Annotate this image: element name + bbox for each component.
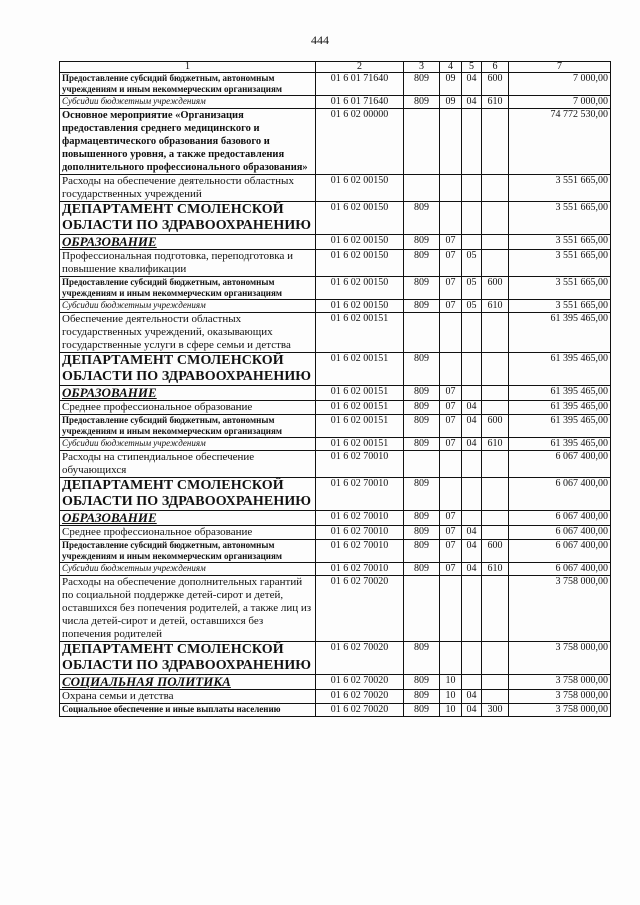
- expense-type-cell: [482, 576, 509, 642]
- target-code-cell: 01 6 02 70010: [316, 451, 404, 478]
- expense-type-cell: [482, 401, 509, 415]
- expense-type-cell: [482, 451, 509, 478]
- section-code-cell: [440, 478, 462, 511]
- table-row: [60, 690, 611, 704]
- row-name-cell: Расходы на обеспечение деятельности областных государственных учреждений: [60, 175, 316, 202]
- amount-cell: 61 395 465,00: [509, 313, 611, 353]
- department-code-cell: 809: [404, 96, 440, 109]
- section-code-cell: [440, 451, 462, 478]
- table-row: [60, 175, 611, 202]
- department-code-cell: 809: [404, 202, 440, 235]
- column-number: 1: [60, 62, 316, 73]
- subsection-code-cell: 04: [462, 415, 482, 438]
- subsection-code-cell: [462, 478, 482, 511]
- column-number: 6: [482, 62, 509, 73]
- expense-type-cell: [482, 313, 509, 353]
- table-row: [60, 415, 611, 438]
- section-code-cell: 09: [440, 96, 462, 109]
- section-code-cell: [440, 202, 462, 235]
- table-row: [60, 386, 611, 401]
- row-name-cell: ДЕПАРТАМЕНТ СМОЛЕНСКОЙ ОБЛАСТИ ПО ЗДРАВООХРАНЕНИЮ: [60, 478, 316, 511]
- target-code-cell: 01 6 02 70020: [316, 704, 404, 717]
- target-code-cell: 01 6 02 00150: [316, 300, 404, 313]
- expense-type-cell: 600: [482, 540, 509, 563]
- target-code-cell: 01 6 02 70010: [316, 511, 404, 526]
- expense-type-cell: [482, 109, 509, 175]
- expense-type-cell: 600: [482, 277, 509, 300]
- section-code-cell: 09: [440, 73, 462, 96]
- column-number: 5: [462, 62, 482, 73]
- section-code-cell: 07: [440, 401, 462, 415]
- row-name-cell: Обеспечение деятельности областных государственных учреждений, оказывающих государственные услуги в сфере семьи и детства: [60, 313, 316, 353]
- table-row: [60, 277, 611, 300]
- subsection-code-cell: [462, 675, 482, 690]
- target-code-cell: 01 6 02 00150: [316, 202, 404, 235]
- subsection-code-cell: [462, 642, 482, 675]
- table-row: [60, 511, 611, 526]
- amount-cell: 3 551 665,00: [509, 235, 611, 250]
- row-name-cell: Предоставление субсидий бюджетным, автономным учреждениям и иным некоммерческим организациям: [60, 277, 316, 300]
- row-name-cell: СОЦИАЛЬНАЯ ПОЛИТИКА: [60, 675, 316, 690]
- table-row: [60, 438, 611, 451]
- row-name-cell: Среднее профессиональное образование: [60, 526, 316, 540]
- row-name-cell: ОБРАЗОВАНИЕ: [60, 511, 316, 526]
- expense-type-cell: [482, 526, 509, 540]
- table-row: [60, 563, 611, 576]
- row-name-cell: Расходы на стипендиальное обеспечение обучающихся: [60, 451, 316, 478]
- department-code-cell: [404, 451, 440, 478]
- amount-cell: 6 067 400,00: [509, 540, 611, 563]
- target-code-cell: 01 6 02 70020: [316, 690, 404, 704]
- section-code-cell: 07: [440, 563, 462, 576]
- table-row: [60, 478, 611, 511]
- table-body: [60, 73, 611, 717]
- expense-type-cell: 300: [482, 704, 509, 717]
- amount-cell: 7 000,00: [509, 96, 611, 109]
- section-code-cell: 07: [440, 250, 462, 277]
- table-row: [60, 451, 611, 478]
- subsection-code-cell: 04: [462, 438, 482, 451]
- section-code-cell: 07: [440, 386, 462, 401]
- target-code-cell: 01 6 02 70010: [316, 540, 404, 563]
- target-code-cell: 01 6 02 70010: [316, 478, 404, 511]
- amount-cell: 3 758 000,00: [509, 675, 611, 690]
- row-name-cell: Предоставление субсидий бюджетным, автономным учреждениям и иным некоммерческим организациям: [60, 540, 316, 563]
- section-code-cell: 07: [440, 415, 462, 438]
- department-code-cell: 809: [404, 250, 440, 277]
- expense-type-cell: [482, 386, 509, 401]
- target-code-cell: 01 6 02 70020: [316, 675, 404, 690]
- department-code-cell: 809: [404, 386, 440, 401]
- expense-type-cell: [482, 250, 509, 277]
- subsection-code-cell: [462, 386, 482, 401]
- row-name-cell: Расходы на обеспечение дополнительных гарантий по социальной поддержке детей-сирот и детей, оставшихся без попечения родителей, а также лиц из числа детей-сирот и детей, оставшихся без попечения родителей: [60, 576, 316, 642]
- subsection-code-cell: 04: [462, 704, 482, 717]
- row-name-cell: Субсидии бюджетным учреждениям: [60, 563, 316, 576]
- target-code-cell: 01 6 02 70020: [316, 576, 404, 642]
- subsection-code-cell: 04: [462, 73, 482, 96]
- subsection-code-cell: 04: [462, 563, 482, 576]
- amount-cell: 3 551 665,00: [509, 250, 611, 277]
- subsection-code-cell: 04: [462, 526, 482, 540]
- amount-cell: 3 758 000,00: [509, 642, 611, 675]
- table-row: [60, 526, 611, 540]
- amount-cell: 3 758 000,00: [509, 576, 611, 642]
- department-code-cell: 809: [404, 353, 440, 386]
- section-code-cell: [440, 642, 462, 675]
- expense-type-cell: 610: [482, 438, 509, 451]
- column-number: 3: [404, 62, 440, 73]
- target-code-cell: 01 6 02 70010: [316, 563, 404, 576]
- table-row: [60, 704, 611, 717]
- target-code-cell: 01 6 02 00151: [316, 386, 404, 401]
- amount-cell: 3 551 665,00: [509, 175, 611, 202]
- department-code-cell: 809: [404, 704, 440, 717]
- department-code-cell: [404, 576, 440, 642]
- target-code-cell: 01 6 02 00150: [316, 175, 404, 202]
- department-code-cell: 809: [404, 642, 440, 675]
- subsection-code-cell: [462, 576, 482, 642]
- row-name-cell: Субсидии бюджетным учреждениям: [60, 96, 316, 109]
- budget-table: [59, 61, 611, 717]
- department-code-cell: 809: [404, 511, 440, 526]
- expense-type-cell: [482, 478, 509, 511]
- amount-cell: 6 067 400,00: [509, 511, 611, 526]
- table-row: [60, 109, 611, 175]
- target-code-cell: 01 6 02 00151: [316, 353, 404, 386]
- target-code-cell: 01 6 02 70010: [316, 526, 404, 540]
- target-code-cell: 01 6 02 00151: [316, 401, 404, 415]
- row-name-cell: ДЕПАРТАМЕНТ СМОЛЕНСКОЙ ОБЛАСТИ ПО ЗДРАВООХРАНЕНИЮ: [60, 353, 316, 386]
- section-code-cell: [440, 353, 462, 386]
- row-name-cell: Предоставление субсидий бюджетным, автономным учреждениям и иным некоммерческим организациям: [60, 73, 316, 96]
- subsection-code-cell: [462, 235, 482, 250]
- subsection-code-cell: [462, 451, 482, 478]
- table-row: [60, 96, 611, 109]
- department-code-cell: 809: [404, 401, 440, 415]
- department-code-cell: 809: [404, 563, 440, 576]
- subsection-code-cell: 05: [462, 277, 482, 300]
- section-code-cell: [440, 175, 462, 202]
- amount-cell: 61 395 465,00: [509, 401, 611, 415]
- expense-type-cell: [482, 353, 509, 386]
- expense-type-cell: 610: [482, 96, 509, 109]
- expense-type-cell: [482, 235, 509, 250]
- row-name-cell: ОБРАЗОВАНИЕ: [60, 235, 316, 250]
- subsection-code-cell: [462, 202, 482, 235]
- section-code-cell: 07: [440, 526, 462, 540]
- amount-cell: 7 000,00: [509, 73, 611, 96]
- table-row: [60, 73, 611, 96]
- table-row: [60, 250, 611, 277]
- expense-type-cell: 600: [482, 73, 509, 96]
- row-name-cell: Предоставление субсидий бюджетным, автономным учреждениям и иным некоммерческим организациям: [60, 415, 316, 438]
- row-name-cell: ДЕПАРТАМЕНТ СМОЛЕНСКОЙ ОБЛАСТИ ПО ЗДРАВООХРАНЕНИЮ: [60, 202, 316, 235]
- department-code-cell: 809: [404, 675, 440, 690]
- row-name-cell: Субсидии бюджетным учреждениям: [60, 300, 316, 313]
- department-code-cell: [404, 109, 440, 175]
- department-code-cell: [404, 313, 440, 353]
- amount-cell: 6 067 400,00: [509, 478, 611, 511]
- target-code-cell: 01 6 02 00151: [316, 415, 404, 438]
- target-code-cell: 01 6 01 71640: [316, 96, 404, 109]
- row-name-cell: Среднее профессиональное образование: [60, 401, 316, 415]
- section-code-cell: [440, 109, 462, 175]
- amount-cell: 6 067 400,00: [509, 451, 611, 478]
- table-row: [60, 313, 611, 353]
- table-row: [60, 540, 611, 563]
- department-code-cell: 809: [404, 540, 440, 563]
- department-code-cell: 809: [404, 415, 440, 438]
- department-code-cell: 809: [404, 478, 440, 511]
- department-code-cell: 809: [404, 73, 440, 96]
- amount-cell: 6 067 400,00: [509, 526, 611, 540]
- target-code-cell: 01 6 02 70020: [316, 642, 404, 675]
- department-code-cell: 809: [404, 277, 440, 300]
- page-number: 444: [311, 33, 329, 47]
- table-row: [60, 235, 611, 250]
- department-code-cell: 809: [404, 438, 440, 451]
- target-code-cell: 01 6 02 00000: [316, 109, 404, 175]
- department-code-cell: 809: [404, 300, 440, 313]
- column-number: 7: [509, 62, 611, 73]
- department-code-cell: 809: [404, 526, 440, 540]
- amount-cell: 74 772 530,00: [509, 109, 611, 175]
- row-name-cell: ДЕПАРТАМЕНТ СМОЛЕНСКОЙ ОБЛАСТИ ПО ЗДРАВООХРАНЕНИЮ: [60, 642, 316, 675]
- table-row: [60, 576, 611, 642]
- subsection-code-cell: 05: [462, 300, 482, 313]
- table-row: [60, 401, 611, 415]
- amount-cell: 3 758 000,00: [509, 704, 611, 717]
- department-code-cell: 809: [404, 690, 440, 704]
- subsection-code-cell: 05: [462, 250, 482, 277]
- subsection-code-cell: 04: [462, 690, 482, 704]
- expense-type-cell: [482, 202, 509, 235]
- expense-type-cell: [482, 642, 509, 675]
- row-name-cell: Профессиональная подготовка, переподготовка и повышение квалификации: [60, 250, 316, 277]
- section-code-cell: 07: [440, 540, 462, 563]
- expense-type-cell: 610: [482, 563, 509, 576]
- table-row: [60, 353, 611, 386]
- amount-cell: 61 395 465,00: [509, 438, 611, 451]
- amount-cell: 3 551 665,00: [509, 202, 611, 235]
- amount-cell: 3 758 000,00: [509, 690, 611, 704]
- column-number-row: [60, 62, 611, 73]
- subsection-code-cell: [462, 109, 482, 175]
- row-name-cell: Охрана семьи и детства: [60, 690, 316, 704]
- target-code-cell: 01 6 02 00151: [316, 438, 404, 451]
- amount-cell: 3 551 665,00: [509, 277, 611, 300]
- target-code-cell: 01 6 02 00150: [316, 235, 404, 250]
- amount-cell: 61 395 465,00: [509, 353, 611, 386]
- row-name-cell: ОБРАЗОВАНИЕ: [60, 386, 316, 401]
- section-code-cell: [440, 313, 462, 353]
- table-row: [60, 300, 611, 313]
- expense-type-cell: [482, 690, 509, 704]
- subsection-code-cell: 04: [462, 540, 482, 563]
- subsection-code-cell: [462, 353, 482, 386]
- expense-type-cell: 610: [482, 300, 509, 313]
- expense-type-cell: [482, 175, 509, 202]
- table-row: [60, 642, 611, 675]
- target-code-cell: 01 6 02 00151: [316, 313, 404, 353]
- section-code-cell: 07: [440, 235, 462, 250]
- expense-type-cell: [482, 675, 509, 690]
- amount-cell: 6 067 400,00: [509, 563, 611, 576]
- row-name-cell: Социальное обеспечение и иные выплаты населению: [60, 704, 316, 717]
- subsection-code-cell: [462, 313, 482, 353]
- expense-type-cell: 600: [482, 415, 509, 438]
- amount-cell: 61 395 465,00: [509, 415, 611, 438]
- section-code-cell: 07: [440, 511, 462, 526]
- section-code-cell: 07: [440, 277, 462, 300]
- section-code-cell: 07: [440, 438, 462, 451]
- subsection-code-cell: 04: [462, 401, 482, 415]
- expense-type-cell: [482, 511, 509, 526]
- row-name-cell: Основное мероприятие «Организация предоставления среднего медицинского и фармацевтического образования базового и повышенного уровня, а также предоставления дополнительного профессионального образования»: [60, 109, 316, 175]
- subsection-code-cell: [462, 175, 482, 202]
- column-number: 2: [316, 62, 404, 73]
- section-code-cell: 07: [440, 300, 462, 313]
- column-number: 4: [440, 62, 462, 73]
- section-code-cell: 10: [440, 704, 462, 717]
- target-code-cell: 01 6 01 71640: [316, 73, 404, 96]
- table-row: [60, 675, 611, 690]
- section-code-cell: 10: [440, 675, 462, 690]
- department-code-cell: 809: [404, 235, 440, 250]
- row-name-cell: Субсидии бюджетным учреждениям: [60, 438, 316, 451]
- amount-cell: 61 395 465,00: [509, 386, 611, 401]
- subsection-code-cell: [462, 511, 482, 526]
- subsection-code-cell: 04: [462, 96, 482, 109]
- target-code-cell: 01 6 02 00150: [316, 250, 404, 277]
- amount-cell: 3 551 665,00: [509, 300, 611, 313]
- table-row: [60, 202, 611, 235]
- section-code-cell: [440, 576, 462, 642]
- section-code-cell: 10: [440, 690, 462, 704]
- target-code-cell: 01 6 02 00150: [316, 277, 404, 300]
- department-code-cell: [404, 175, 440, 202]
